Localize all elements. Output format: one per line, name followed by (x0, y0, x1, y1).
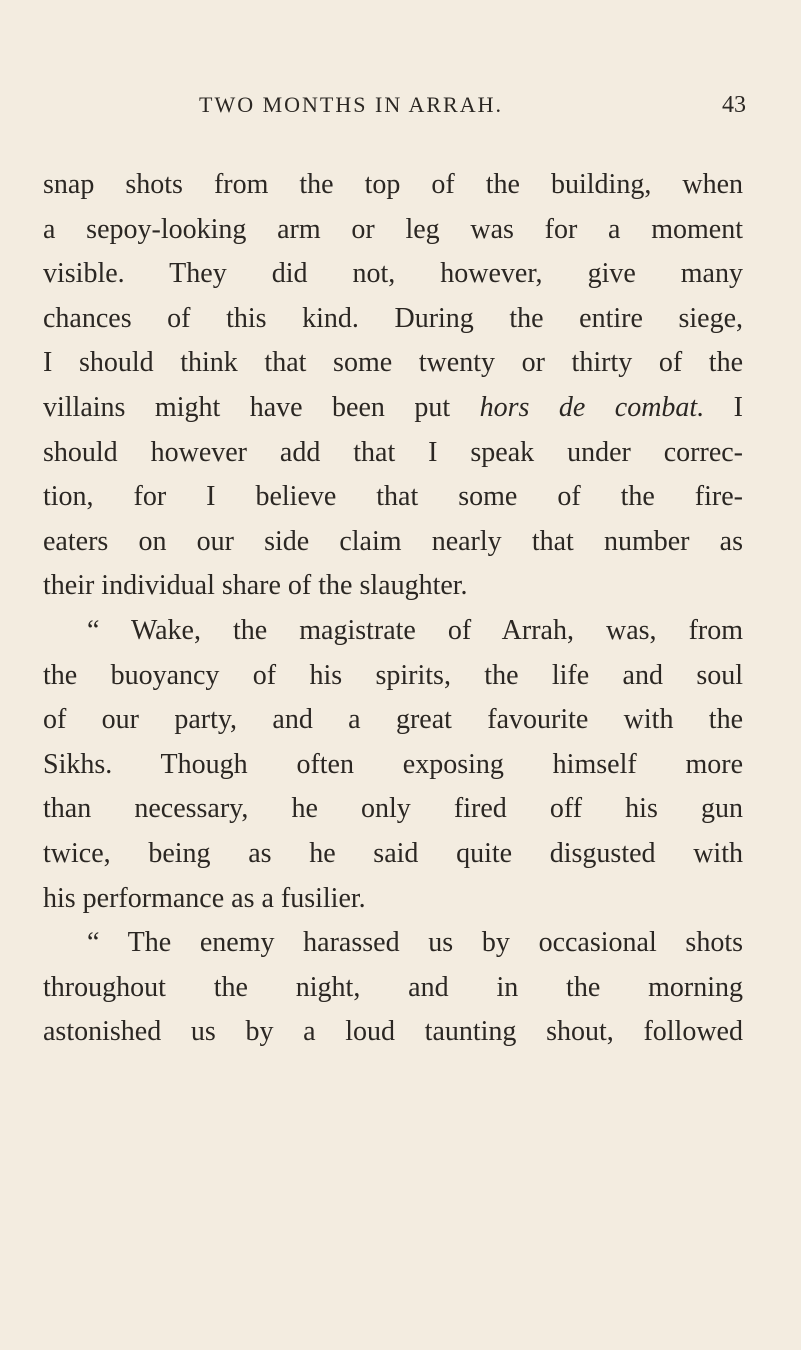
text-line: throughout the night, and in the morning (43, 971, 743, 1003)
body-text (43, 163, 743, 1055)
text-line: than necessary, he only fired off his gun (43, 793, 743, 825)
text-line: I should think that some twenty or thirty of the (43, 347, 743, 379)
text-line: their individual share of the slaughter. (43, 570, 468, 602)
text-line: snap shots from the top of the building, when (43, 169, 743, 200)
text-line: visible. They did not, however, give many (43, 258, 743, 290)
running-head (0, 92, 801, 132)
text-line: twice, being as he said quite disgusted with (43, 837, 743, 869)
text-line: astonished us by a loud taunting shout, followed (43, 1016, 743, 1048)
text-segment: villains might have been put (43, 391, 480, 423)
text-line: “ Wake, the magistrate of Arrah, was, from (87, 614, 743, 646)
text-line: his performance as a fusilier. (43, 882, 366, 914)
text-line: the buoyancy of his spirits, the life and soul (43, 659, 743, 691)
text-line: Sikhs. Though often exposing himself more (43, 748, 743, 780)
text-segment: I (704, 391, 743, 423)
text-line: tion, for I believe that some of the fire- (43, 481, 743, 513)
text-line: should however add that I speak under correc- (43, 436, 743, 468)
text-line: of our party, and a great favourite with the (43, 704, 743, 736)
text-line: “ The enemy harassed us by occasional shots (87, 927, 743, 959)
page-number: 43 (722, 92, 746, 118)
text-line: a sepoy-looking arm or leg was for a moment (43, 213, 743, 245)
text-line-with-italic (43, 386, 743, 431)
running-title: TWO MONTHS IN ARRAH. (199, 92, 503, 117)
text-line: eaters on our side claim nearly that number as (43, 525, 743, 557)
italic-phrase: hors de combat. (479, 391, 705, 423)
text-line: chances of this kind. During the entire siege, (43, 302, 743, 334)
